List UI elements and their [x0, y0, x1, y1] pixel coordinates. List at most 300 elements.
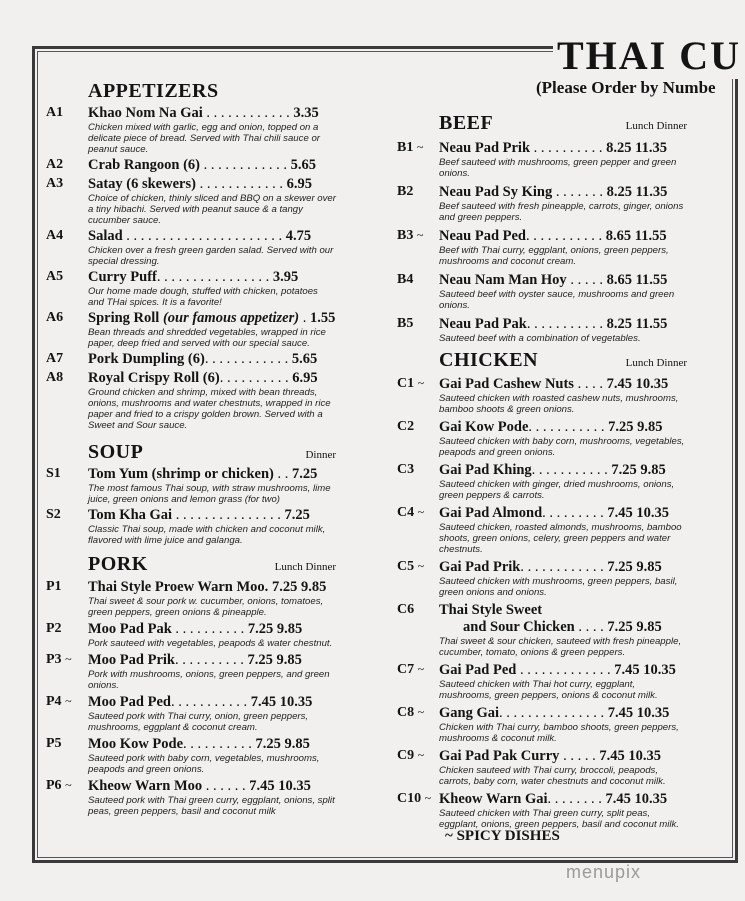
dinner-price: 11.55: [634, 228, 667, 244]
item-price: 3.95: [272, 269, 299, 285]
item-name-line: [88, 466, 336, 483]
item-name: Spring Roll: [88, 310, 160, 326]
leader-dots: . . . . . . . . . . . . . . .: [499, 705, 608, 721]
item-name-line: [88, 778, 336, 795]
item-description: Sauteed pork with Thai curry, onion, green peppers, mushrooms, eggplant & coconut cream.: [88, 711, 309, 733]
item-name: Khao Nom Na Gai: [88, 105, 203, 121]
item-name-line: [88, 652, 336, 669]
item-code-text: P1: [46, 579, 62, 594]
item-code-text: B4: [397, 272, 414, 287]
item-description: Chicken with Thai curry, bamboo shoots, green peppers, mushrooms & coconut milk.: [439, 722, 679, 744]
item-code-text: B5: [397, 316, 414, 331]
item-name-line-2: [439, 619, 687, 636]
item-description: Thai sweet & sour pork w. cucumber, onions, tomatoes, green peppers, green onions & pineapple.: [88, 596, 324, 618]
item-name-line: [439, 376, 687, 393]
item-code: [397, 228, 439, 267]
lunch-price: 7.25: [611, 462, 637, 478]
dinner-price: 11.35: [635, 184, 668, 200]
leader-dots: . . . . . . . . . .: [183, 736, 256, 752]
item-price: 5.65: [290, 157, 316, 173]
item-code-text: P6: [46, 778, 62, 793]
lunch-price: 7.25: [247, 652, 273, 668]
menu-item: [397, 316, 687, 344]
item-code: [397, 419, 439, 458]
beef-price-columns-label: Lunch Dinner: [625, 120, 687, 132]
item-price: 1.55: [309, 310, 336, 326]
lunch-price: 7.45: [614, 662, 640, 678]
menu-item: [397, 705, 687, 744]
dinner-price: 11.55: [635, 316, 668, 332]
dinner-price: 9.85: [636, 559, 662, 575]
dinner-price: 10.35: [279, 694, 313, 710]
item-name: Gai Pad Khing: [439, 462, 532, 478]
item-body: [439, 228, 687, 267]
menu-item: [46, 176, 336, 226]
item-body: [88, 507, 336, 546]
item-name-line: [88, 351, 336, 368]
leader-dots: . . . . . . . . . . . . . . .: [172, 507, 285, 523]
item-name: Moo Kow Pode: [88, 736, 184, 752]
item-code-text: B2: [397, 184, 414, 199]
pork-heading-row: [88, 553, 336, 576]
item-name-line: [88, 507, 336, 524]
dinner-price: 10.35: [636, 505, 670, 521]
item-code: [397, 602, 439, 658]
menu-item: [397, 228, 687, 267]
item-body: [439, 748, 687, 787]
menu-item: [397, 376, 687, 415]
leader-dots: . . . . . . . . . . .: [526, 228, 606, 244]
item-body: [88, 176, 336, 226]
item-body: [439, 140, 687, 179]
soup-price-columns-label: Dinner: [305, 449, 336, 461]
item-code: [397, 791, 439, 830]
pork-heading: PORK: [88, 553, 148, 575]
item-name-line: [88, 736, 336, 753]
item-name-line: [439, 184, 687, 201]
leader-dots: . . . . . . . . . . . .: [520, 559, 608, 575]
item-name: Gai Pad Prik: [439, 559, 521, 575]
item-body: [88, 310, 336, 349]
item-description: Sauteed chicken with baby corn, mushrooms, vegetables, peapods and green onions.: [439, 436, 685, 458]
item-code: [46, 351, 88, 368]
item-description: Beef with Thai curry, eggplant, onions, green peppers, mushrooms and coconut cream.: [439, 245, 669, 267]
watermark: menupix: [566, 862, 642, 882]
item-body: [88, 778, 336, 817]
spicy-icon: ~: [424, 791, 432, 805]
leader-dots: . . . . . . . . . . .: [526, 316, 607, 332]
appetizers-heading-row: [88, 80, 336, 103]
item-code: [46, 778, 88, 817]
item-code: [46, 370, 88, 431]
menu-item: [397, 559, 687, 598]
menu-item: [397, 419, 687, 458]
item-price: 4.75: [285, 228, 312, 244]
lunch-price: 7.25: [607, 559, 633, 575]
item-code-text: P4: [46, 694, 62, 709]
spicy-icon: ~: [417, 505, 425, 519]
dinner-price: 10.35: [643, 662, 676, 678]
item-description: Sauteed chicken with ginger, dried mushrooms, onions, green peppers & carrots.: [439, 479, 675, 501]
item-description: Sauteed chicken with Thai green curry, split peas, eggplant, onions, green peppers, basil and coconut milk.: [439, 808, 679, 830]
lunch-price: 7.45: [599, 748, 625, 764]
left-column: [46, 80, 336, 817]
item-price: 6.95: [292, 370, 318, 386]
leader-dots: . . . . . . . . . . . . . . . . . . . . . .: [122, 228, 286, 244]
item-description: Our home made dough, stuffed with chicken, potatoes and THai spices. It is a favorite!: [88, 286, 318, 308]
item-code-text: A7: [46, 351, 64, 366]
item-body: [439, 184, 687, 223]
item-code-text: S1: [46, 466, 61, 481]
item-name-line: [88, 157, 336, 174]
menu-item: [46, 269, 336, 308]
item-name: Moo Pad Pak: [88, 621, 172, 637]
spicy-icon: ~: [445, 828, 453, 844]
item-code: [46, 507, 88, 546]
leader-dots: . . . . . . . . . . .: [170, 694, 251, 710]
item-code: [397, 559, 439, 598]
item-code: [46, 157, 88, 174]
item-name-line: [88, 694, 336, 711]
item-name: Tom Kha Gai: [88, 507, 173, 523]
item-description: Sauteed chicken with mushrooms, green peppers, basil, green onions and onions.: [439, 576, 678, 598]
menu-item: [46, 736, 336, 775]
dinner-price: 10.35: [635, 376, 669, 392]
item-body: [88, 228, 336, 267]
right-column: [397, 112, 687, 830]
item-name-line: [439, 662, 687, 679]
spicy-icon: ~: [65, 652, 72, 666]
item-name: Satay (6 skewers): [88, 176, 196, 192]
item-body: [88, 351, 336, 368]
item-code-text: C2: [397, 419, 415, 434]
item-name: Crab Rangoon (6): [88, 157, 200, 173]
item-description: Sauteed pork with baby corn, vegetables, mushrooms, peapods and green onions.: [88, 753, 320, 775]
item-code: [397, 184, 439, 223]
pork-section: [46, 553, 336, 817]
item-body: [439, 419, 687, 458]
item-name: Neau Pad Sy King: [439, 184, 553, 200]
item-name: Gai Pad Ped: [439, 662, 517, 678]
item-code: [397, 505, 439, 555]
beef-heading: BEEF: [439, 112, 494, 134]
leader-dots: . . . .: [574, 619, 608, 635]
lunch-price: 8.65: [606, 272, 632, 288]
item-name-line: [439, 140, 687, 157]
spicy-icon: ~: [417, 748, 425, 762]
item-name-line: [439, 748, 687, 765]
item-name-cont: and Sour Chicken: [463, 619, 575, 635]
beef-heading-row: [439, 112, 687, 135]
item-name-line: [439, 419, 687, 436]
menu-item: [46, 105, 336, 155]
spicy-icon: ~: [417, 662, 425, 676]
leader-dots: .: [299, 310, 310, 326]
menu-item: [46, 621, 336, 649]
item-code: [46, 176, 88, 226]
leader-dots: . . . .: [573, 376, 607, 392]
dinner-price: 9.85: [276, 652, 302, 668]
menu-item: [397, 791, 687, 830]
leader-dots: . . . . . . . . . .: [219, 370, 293, 386]
spicy-icon: ~: [417, 559, 425, 573]
item-body: [88, 269, 336, 308]
lunch-price: 8.25: [606, 140, 632, 156]
item-description: Sauteed chicken, roasted almonds, mushrooms, bamboo shoots, green onions, celery, green peppers and water chestnuts.: [439, 522, 682, 555]
item-description: Classic Thai soup, made with chicken and coconut milk, flavored with lime juice and galanga.: [88, 524, 326, 546]
spicy-icon: ~: [416, 140, 424, 154]
item-description: Beef sauteed with fresh pineapple, carrots, ginger, onions and green peppers.: [439, 201, 684, 223]
item-name: Moo Pad Ped: [88, 694, 171, 710]
item-code: [46, 269, 88, 308]
item-name-line: [88, 105, 336, 122]
leader-dots: . . . . . . . . . . .: [531, 462, 612, 478]
menu-item: [46, 351, 336, 368]
item-code-text: P2: [46, 621, 62, 636]
item-description: Pork sauteed with vegetables, peapods & water chestnut.: [88, 638, 333, 649]
item-code: [397, 376, 439, 415]
item-name-line: [88, 310, 336, 327]
item-code: [46, 310, 88, 349]
item-name: Neau Pad Prik: [439, 140, 531, 156]
item-price: 5.65: [291, 351, 318, 367]
item-code-text: B3: [397, 228, 414, 243]
lunch-price: 7.45: [607, 505, 633, 521]
dinner-price: 9.85: [300, 579, 327, 595]
item-code-text: C10: [397, 791, 422, 806]
dinner-price: 11.55: [635, 272, 668, 288]
lunch-price: 8.25: [606, 316, 632, 332]
item-code: [46, 736, 88, 775]
item-name: Gai Pad Almond: [439, 505, 543, 521]
dinner-price: 9.85: [284, 736, 310, 752]
leader-dots: . . . . .: [566, 272, 607, 288]
lunch-price: 7.25: [607, 619, 633, 635]
item-name-line: [439, 559, 687, 576]
menu-item: [397, 505, 687, 555]
item-description: Sauteed chicken with roasted cashew nuts, mushrooms, bamboo shoots & green onions.: [439, 393, 679, 415]
item-name: Pork Dumpling (6): [88, 351, 205, 367]
item-code-text: C3: [397, 462, 415, 477]
chicken-section: [397, 349, 687, 830]
appetizers-heading: APPETIZERS: [88, 80, 219, 102]
item-name: Kheow Warn Gai: [439, 791, 548, 807]
item-code-text: A5: [46, 269, 64, 284]
menu-item: [397, 662, 687, 701]
item-name-line: [88, 621, 336, 638]
leader-dots: . . . . . . . . . . . . . . . .: [156, 269, 273, 285]
item-description: Chicken sauteed with Thai curry, broccoli, peapods, carrots, baby corn, water chestnuts and coconut milk.: [439, 765, 666, 787]
item-name: Gai Pad Pak Curry: [439, 748, 560, 764]
item-description: Bean threads and shredded vegetables, wrapped in rice paper, deep fried and served with our special sauce.: [88, 327, 326, 349]
item-code: [46, 228, 88, 267]
dinner-price: 11.35: [635, 140, 667, 156]
item-description: Sauteed chicken with Thai hot curry, eggplant, mushrooms, green peppers, onions & coconut milk.: [439, 679, 658, 701]
item-price: 6.95: [286, 176, 312, 192]
item-name: Gai Pad Cashew Nuts: [439, 376, 574, 392]
soup-heading-row: [88, 441, 336, 464]
item-code-text: C4: [397, 505, 415, 520]
soup-section: [46, 441, 336, 546]
item-code-text: A1: [46, 105, 64, 120]
item-code-text: A3: [46, 176, 64, 191]
leader-dots: . . . . . . . . . . . .: [199, 157, 291, 173]
item-body: [88, 736, 336, 775]
item-name: Royal Crispy Roll (6): [88, 370, 220, 386]
leader-dots: . . . . . . . . . . .: [528, 419, 609, 435]
menu-item: [397, 462, 687, 501]
item-code-text: P3: [46, 652, 62, 667]
item-name: Neau Nam Man Hoy: [439, 272, 567, 288]
leader-dots: . . . . . . . . . . . . .: [516, 662, 615, 678]
item-name-line: [88, 228, 336, 245]
menu-item: [397, 184, 687, 223]
item-code-text: P5: [46, 736, 62, 751]
leader-dots: . . . . . . . . . .: [530, 140, 607, 156]
item-code: [397, 462, 439, 501]
appetizers-section: [46, 80, 336, 431]
item-code-text: C7: [397, 662, 415, 677]
lunch-price: 8.65: [605, 228, 632, 244]
lunch-price: 7.25: [608, 419, 634, 435]
item-code-text: A2: [46, 157, 64, 172]
item-body: [439, 791, 687, 830]
item-name-line: [439, 272, 687, 289]
dinner-price: 9.85: [637, 419, 663, 435]
leader-dots: . . . . . .: [202, 778, 250, 794]
leader-dots: . .: [273, 466, 292, 482]
menu-item: [397, 272, 687, 311]
item-code: [46, 105, 88, 155]
item-name-line: [439, 462, 687, 479]
menu-item: [397, 602, 687, 658]
item-name: Tom Yum (shrimp or chicken): [88, 466, 274, 482]
item-body: [439, 705, 687, 744]
item-name: Kheow Warn Moo: [88, 778, 203, 794]
item-name: Thai Style Proew Warn Moo.: [88, 579, 269, 595]
item-price: 7.25: [291, 466, 318, 482]
menu-item: [46, 466, 336, 505]
item-code: [46, 621, 88, 649]
item-name-line: [439, 505, 687, 522]
item-code: [397, 272, 439, 311]
item-code: [397, 705, 439, 744]
item-body: [88, 694, 336, 733]
spicy-icon: ~: [65, 694, 72, 708]
item-code-text: A8: [46, 370, 64, 385]
restaurant-title: THAI CU: [553, 32, 745, 79]
item-body: [439, 316, 687, 344]
dinner-price: 9.85: [276, 621, 303, 637]
lunch-price: 7.45: [605, 791, 631, 807]
chicken-heading: CHICKEN: [439, 349, 539, 371]
pork-price-columns-label: Lunch Dinner: [274, 561, 336, 573]
item-code: [397, 316, 439, 344]
item-body: [439, 662, 687, 701]
item-name: Neau Pad Pak: [439, 316, 527, 332]
spicy-icon: ~: [417, 705, 425, 719]
menu-item: [46, 157, 336, 174]
menu-item: [46, 579, 336, 618]
menu-item: [46, 370, 336, 431]
item-name-line: [439, 705, 687, 722]
item-body: [439, 376, 687, 415]
spicy-icon: ~: [416, 228, 424, 242]
beef-section: [397, 112, 687, 344]
item-description: Chicken mixed with garlic, egg and onion, topped on a delicate piece of bread. Served with Thai chili sauce or peanut sauce.: [88, 122, 320, 155]
item-description: Sauteed beef with a combination of vegetables.: [439, 333, 641, 344]
item-name: Salad: [88, 228, 123, 244]
item-body: [88, 621, 336, 649]
item-description: Ground chicken and shrimp, mixed with bean threads, onions, mushrooms and water chestnuts, wrapped in rice paper and fried to a crispy golden brown. Served with a Sweet and Sour sauce.: [88, 387, 331, 431]
item-code-text: A4: [46, 228, 64, 243]
dinner-price: 10.35: [634, 791, 668, 807]
item-name-line: [88, 370, 336, 387]
menu-item: [46, 652, 336, 691]
item-body: [439, 505, 687, 555]
item-body: [439, 462, 687, 501]
order-instruction: (Please Order by Numbe: [536, 78, 716, 97]
item-code: [46, 652, 88, 691]
item-name-line: [439, 791, 687, 808]
item-price: 7.25: [284, 507, 310, 523]
item-code-text: C9: [397, 748, 415, 763]
item-description: The most famous Thai soup, with straw mushrooms, lime juice, green onions and lemon grass (for two): [88, 483, 331, 505]
leader-dots: . . . . . . . . . .: [171, 621, 248, 637]
leader-dots: . . . . .: [559, 748, 600, 764]
dinner-price: 10.35: [636, 705, 670, 721]
item-code: [397, 748, 439, 787]
dinner-price: 9.85: [640, 462, 666, 478]
leader-dots: . . . . . . . . . . . .: [195, 176, 287, 192]
item-description: Thai sweet & sour chicken, sauteed with fresh pineapple, cucumber, tomato, onions & green peppers.: [439, 636, 682, 658]
item-body: [88, 370, 336, 431]
item-description: Pork with mushrooms, onions, green peppers, and green onions.: [88, 669, 330, 691]
item-code-text: C1: [397, 376, 415, 391]
dinner-price: 9.85: [636, 619, 662, 635]
lunch-price: 7.25: [271, 579, 298, 595]
item-body: [88, 652, 336, 691]
item-name-line: [439, 602, 687, 619]
item-code-text: C8: [397, 705, 415, 720]
spicy-icon: ~: [417, 376, 425, 390]
item-body: [439, 559, 687, 598]
soup-heading: SOUP: [88, 441, 144, 463]
lunch-price: 7.25: [255, 736, 281, 752]
item-description: Beef sauteed with mushrooms, green pepper and green onions.: [439, 157, 677, 179]
item-code: [397, 140, 439, 179]
menu-item: [46, 694, 336, 733]
chicken-heading-row: [439, 349, 687, 372]
item-code: [46, 694, 88, 733]
item-description: Sauteed pork with Thai green curry, eggplant, onions, split peas, green peppers, basil and coconut milk: [88, 795, 335, 817]
item-name-line: [88, 176, 336, 193]
item-name-line: [88, 269, 336, 286]
item-code: [46, 579, 88, 618]
item-code-text: C6: [397, 602, 415, 617]
menu-item: [46, 228, 336, 267]
item-body: [88, 105, 336, 155]
item-name: Neau Pad Ped: [439, 228, 526, 244]
item-name: Thai Style Sweet: [439, 602, 543, 618]
item-name: Curry Puff: [88, 269, 157, 285]
chicken-price-columns-label: Lunch Dinner: [625, 357, 687, 369]
item-name: Gang Gai: [439, 705, 500, 721]
item-body: [88, 579, 336, 618]
leader-dots: . . . . . . . . . . . .: [202, 105, 294, 121]
spicy-legend: [445, 828, 560, 845]
item-code-text: B1: [397, 140, 414, 155]
